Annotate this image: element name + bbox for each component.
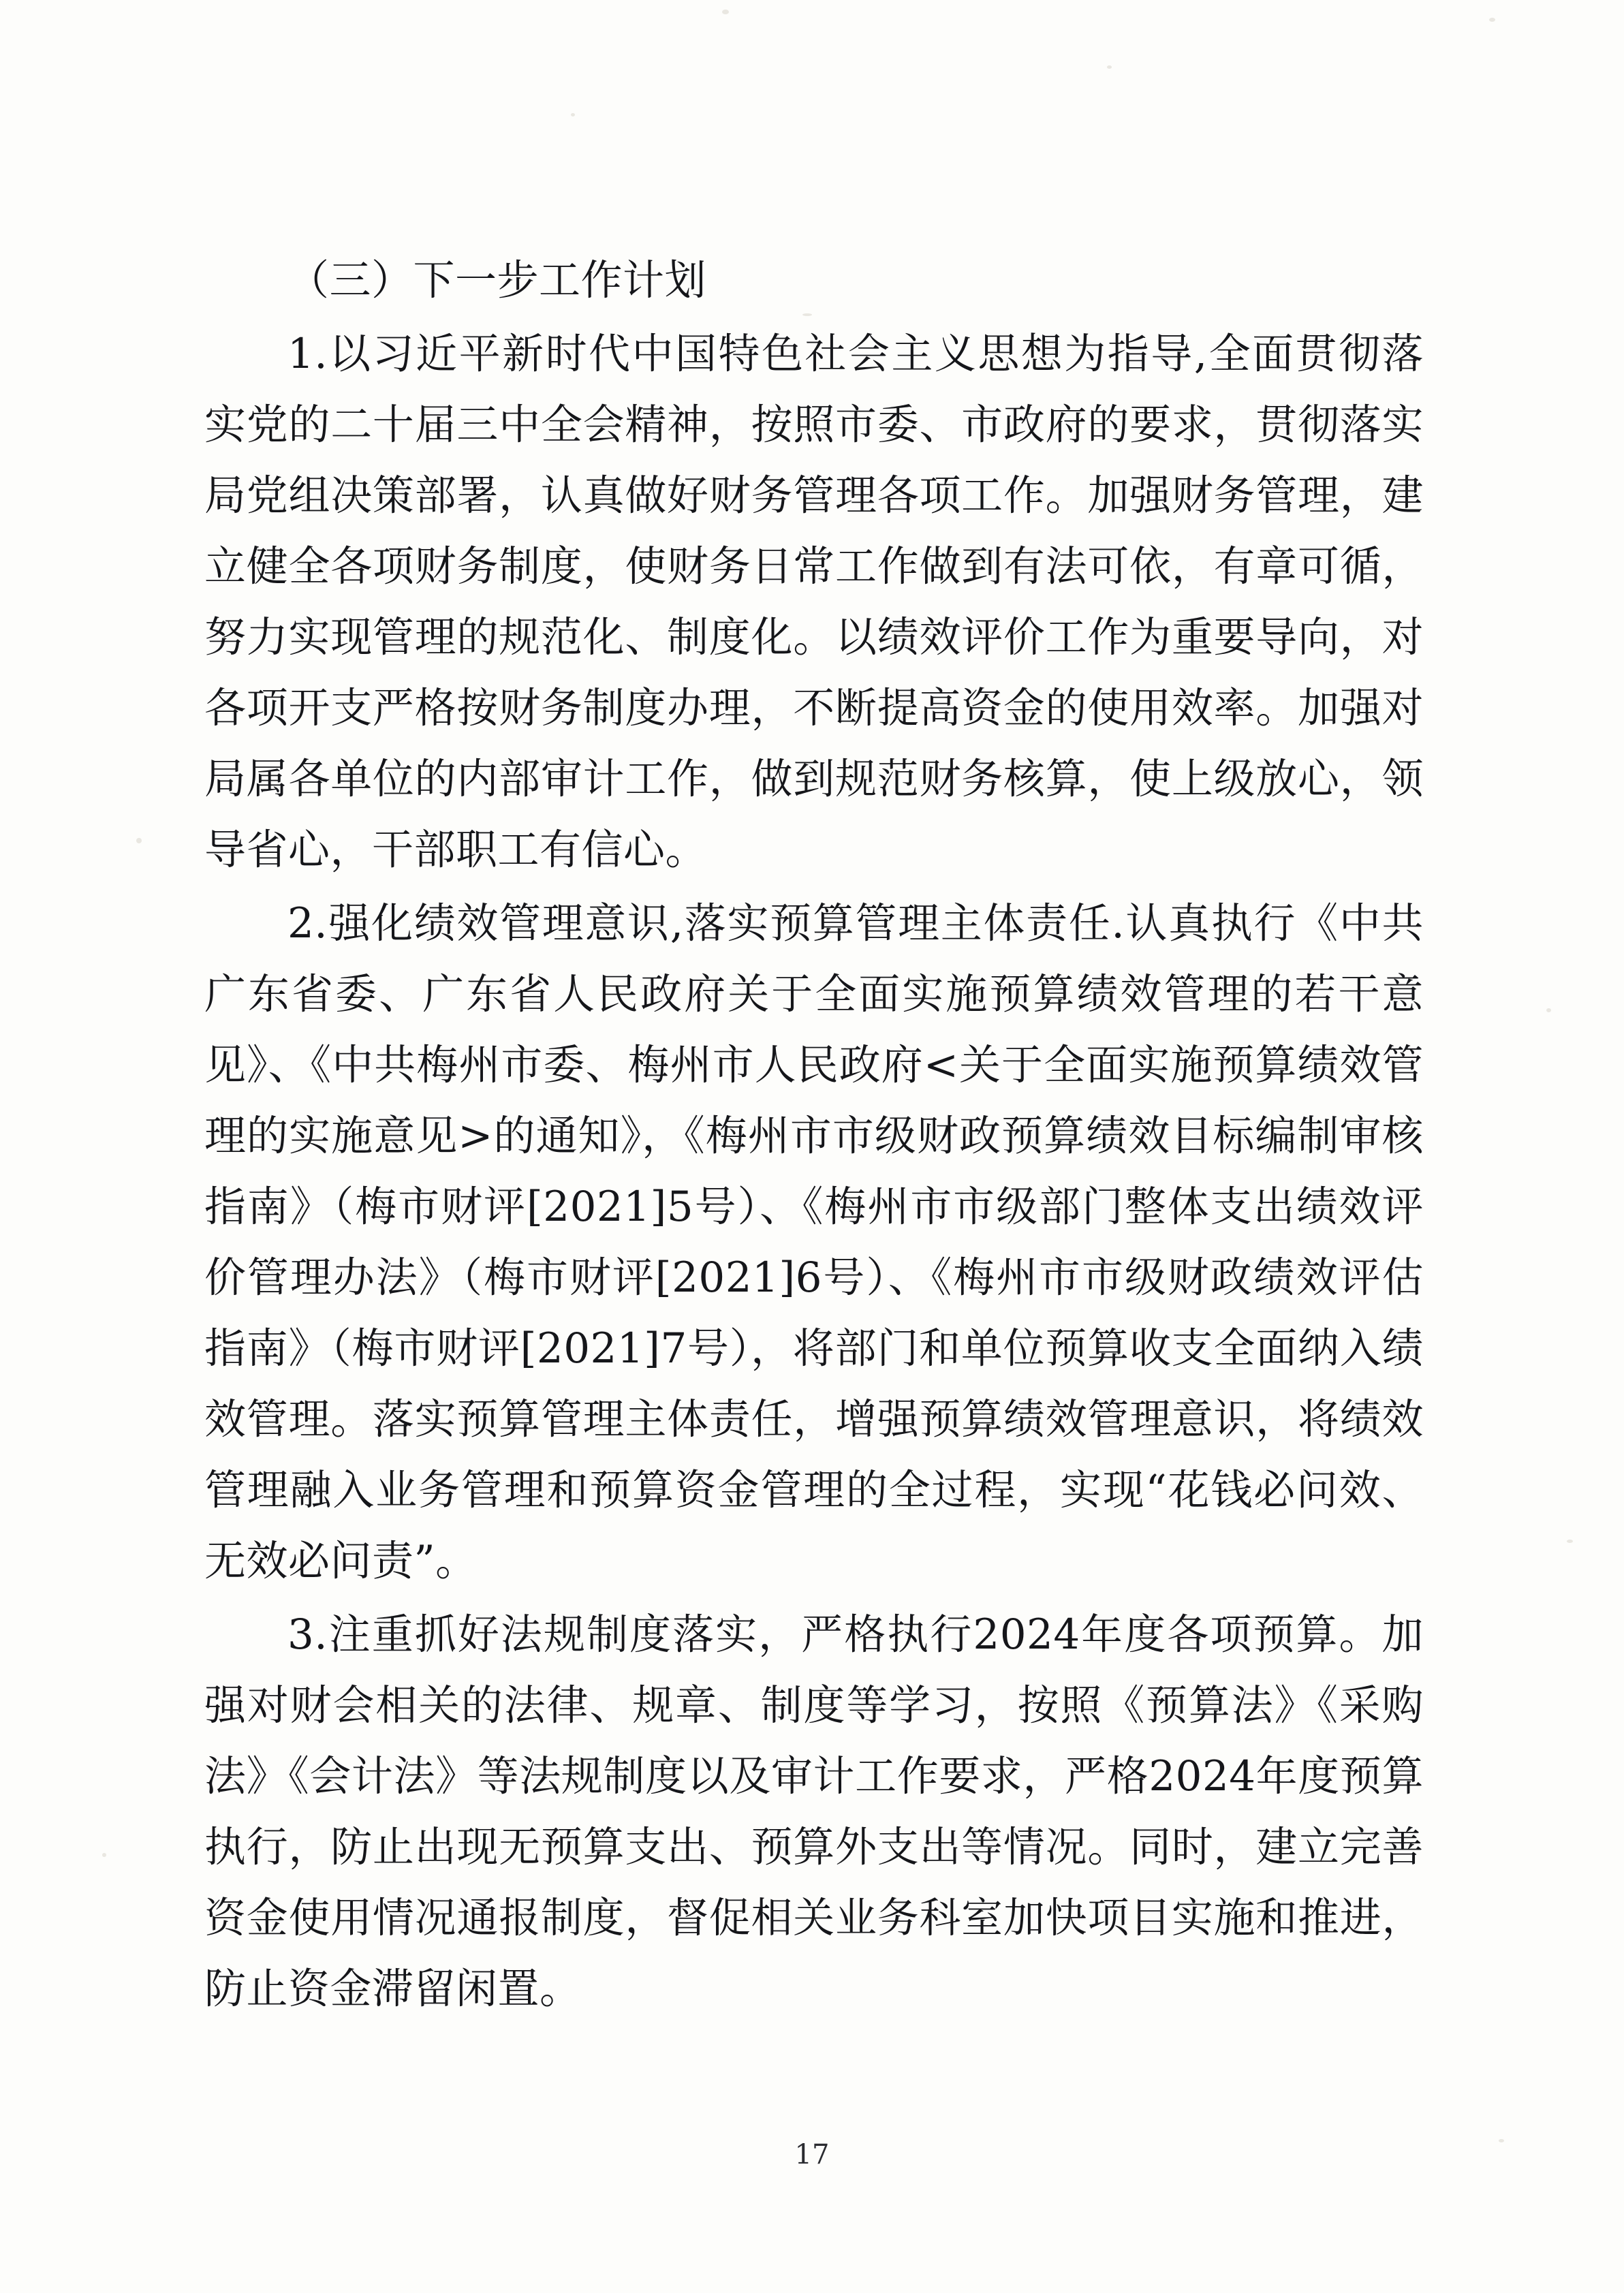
page-number: 17 — [794, 2139, 830, 2170]
paragraph-item-2: 2.强化绩效管理意识,落实预算管理主体责任.认真执行《中共广东省委、广东省人民政府关于全面实施预算绩效管理的若干意见》、《中共梅州市委、梅州市人民政府<关于全面实施预算绩效管理的实施意见>的通知》，《梅州市市级财政预算绩效目标编制审核指南》（梅市财评[2021]5号）、《梅州市市级部门整体支出绩效评价管理办法》（梅市财评[2021]6号）、《梅州市市级财政绩效评估指南》（梅市财评[2021]7号），将部门和单位预算收支全面纳入绩效管理。落实预算管理主体责任，增强预算绩效管理意识，将绩效管理融入业务管理和预算资金管理的全过程，实现“花钱必问效、无效必问责”。 — [204, 899, 1424, 1585]
scan-speckle — [1489, 18, 1495, 22]
scan-speckle — [1567, 1540, 1573, 1543]
scan-speckle — [571, 113, 575, 116]
scan-speckle — [136, 838, 142, 843]
section-heading-next-steps: （三）下一步工作计划 — [287, 256, 707, 305]
scan-speckle — [1546, 1008, 1551, 1012]
scan-speckle — [102, 1853, 106, 1857]
scan-speckle — [722, 10, 729, 14]
paragraph-item-3: 3.注重抓好法规制度落实，严格执行2024年度各项预算。加强对财会相关的法律、规章、制度等学习，按照《预算法》《采购法》《会计法》等法规制度以及审计工作要求，严格2024年度预算执行，防止出现无预算支出、预算外支出等情况。同时，建立完善资金使用情况通报制度，督促相关业务科室加快项目实施和推进，防止资金滞留闲置。 — [204, 1610, 1424, 2013]
document-body — [204, 245, 1424, 2027]
scan-speckle — [1107, 65, 1112, 69]
paragraph-item-1: 1.以习近平新时代中国特色社会主义思想为指导,全面贯彻落实党的二十届三中全会精神，按照市委、市政府的要求，贯彻落实局党组决策部署，认真做好财务管理各项工作。加强财务管理，建立健全各项财务制度，使财务日常工作做到有法可依，有章可循，努力实现管理的规范化、制度化。以绩效评价工作为重要导向，对各项开支严格按财务制度办理，不断提高资金的使用效率。加强对局属各单位的内部审计工作，做到规范财务核算，使上级放心，领导省心，干部职工有信心。 — [204, 330, 1424, 874]
